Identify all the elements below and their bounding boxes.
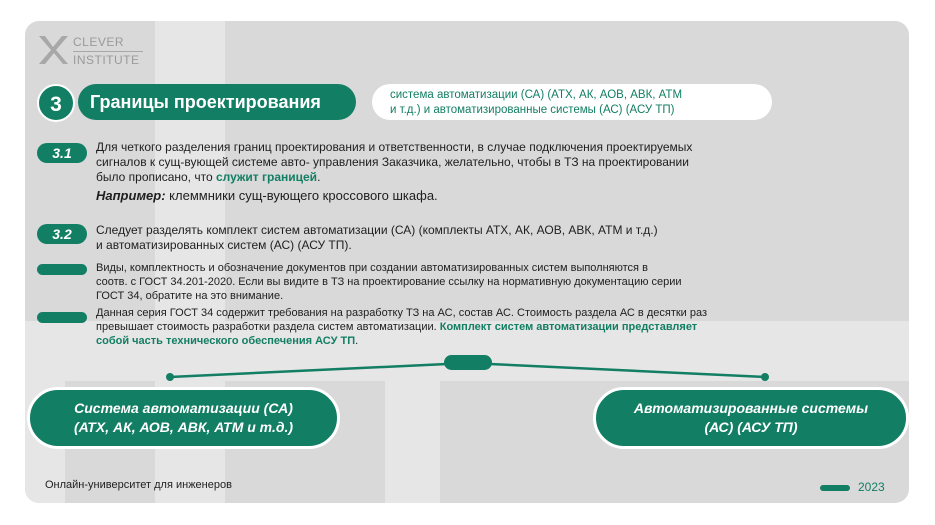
logo-line-2: INSTITUTE [73, 53, 140, 67]
connector-dot-right [761, 373, 769, 381]
connector-dot-left [166, 373, 174, 381]
right-pill-line-1: Автоматизированные системы [633, 400, 869, 416]
logo-line-1: CLEVER [73, 35, 125, 49]
scope-line-2: и т.д.) и автоматизированные системы (АС) (АСУ ТП) [390, 104, 675, 116]
footer-text: Онлайн-университет для инженеров [45, 479, 232, 491]
example-label: Например: [96, 188, 166, 203]
scope-line-1: система автоматизации (СА) (АТХ, АК, АОВ, АВК, АТМ [390, 89, 683, 101]
item-3-1-badge: 3.1 [37, 143, 87, 163]
connector-left [170, 363, 468, 377]
note-2-highlight-1: Комплект систем автоматизации представляет [439, 321, 698, 333]
footer-year: 2023 [858, 480, 885, 494]
left-category-pill [27, 387, 340, 449]
item-3-2-line-1: Следует разделять комплект систем автоматизации (СА) (комплекты АТХ, АК, АОВ, АВК, АТМ и т.д.) [96, 223, 658, 237]
left-pill-line-1: Система автоматизации (СА) [74, 400, 293, 416]
item-3-1-line-1: Для четкого разделения границ проектирования и ответственности, в случае подключения проектируемых [96, 140, 693, 154]
right-category-pill [593, 387, 909, 449]
year-marker [820, 485, 850, 491]
section-title-text: Границы проектирования [90, 92, 321, 112]
left-pill-line-2: (АТХ, АК, АОВ, АВК, АТМ и т.д.) [73, 419, 294, 435]
example-text: клеммники сущ-вующего кроссового шкафа. [165, 188, 438, 203]
note-1-line-2: соотв. с ГОСТ 34.201-2020. Если вы видите в ТЗ на проектирование ссылку на нормативную документацию серии [96, 276, 682, 288]
note-1-line-1: Виды, комплектность и обозначение документов при создании автоматизированных систем выполняются в [96, 262, 648, 274]
connector-right [468, 363, 765, 377]
note-2-highlight-2: собой часть технического обеспечения АСУ ТП [96, 335, 356, 347]
note-2-line-2-prefix: превышает стоимость разработки раздела систем автоматизации. [96, 321, 440, 333]
connector-hub [444, 355, 492, 370]
item-3-1-line-3-suffix: . [317, 170, 321, 184]
item-3-2-line-2: и автоматизированных систем (АС) (АСУ ТП). [96, 238, 352, 252]
note-2-line-3-suffix: . [355, 335, 359, 347]
note-2-line-1: Данная серия ГОСТ 34 содержит требования на разработку ТЗ на АС, состав АС. Стоимость раздела АС в десятки раз [96, 307, 708, 319]
border-highlight: служит границей [215, 170, 318, 184]
item-3-2-badge: 3.2 [37, 224, 87, 244]
right-pill-line-2: (АС) (АСУ ТП) [704, 419, 798, 435]
item-3-1-line-3-prefix: было прописано, что [96, 170, 216, 184]
item-3-1-line-2: сигналов к сущ-вующей системе авто- управления Заказчика, желательно, чтобы в ТЗ на проектировании [96, 155, 689, 169]
note-1-line-3: ГОСТ 34, обратите на это внимание. [96, 290, 284, 302]
section-number: 3 [37, 84, 75, 122]
